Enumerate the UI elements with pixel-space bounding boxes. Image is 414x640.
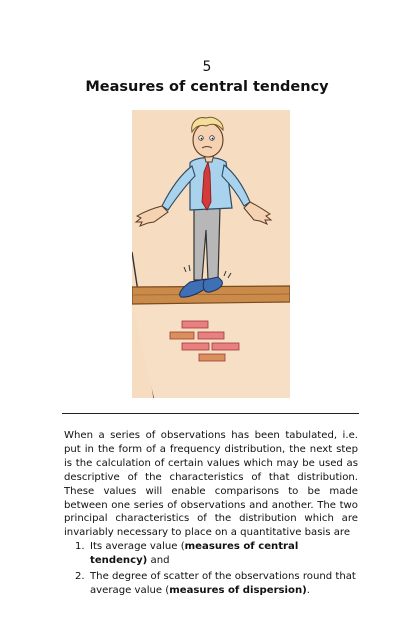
list-item-text: The degree of scatter of the observations round that average value ( — [90, 570, 356, 596]
wall-surface — [132, 302, 290, 398]
list-item-suffix: and — [147, 554, 170, 566]
list-item — [64, 540, 358, 568]
section-divider — [62, 413, 359, 414]
chapter-title: Measures of central tendency — [85, 79, 329, 95]
list-item-bold-term: measures of dispersion) — [169, 584, 307, 596]
head — [193, 123, 223, 157]
list-item-number: 1. — [75, 541, 85, 552]
man-on-plank-illustration — [132, 110, 290, 398]
trousers — [194, 207, 220, 280]
list-item-bold-term: measures of central tendency) — [90, 541, 299, 566]
chapter-number: 5 — [202, 59, 212, 75]
list-item-suffix: . — [306, 584, 310, 596]
characteristics-list — [64, 540, 358, 600]
list-item-text: Its average value ( — [90, 541, 185, 552]
list-item-number: 2. — [75, 570, 85, 582]
body-paragraph: When a series of observations has been tabulated, i.e. put in the form of a frequency distribution, the next step is the calculation of certain values which may be used as descriptive of the characteristics of that distribution. These values will enable comparisons to be made between one series of observations and another. The two principal characteristics of the distribution which are invariably necessary to place on a quantitative basis are — [64, 430, 358, 539]
list-item — [64, 570, 358, 598]
